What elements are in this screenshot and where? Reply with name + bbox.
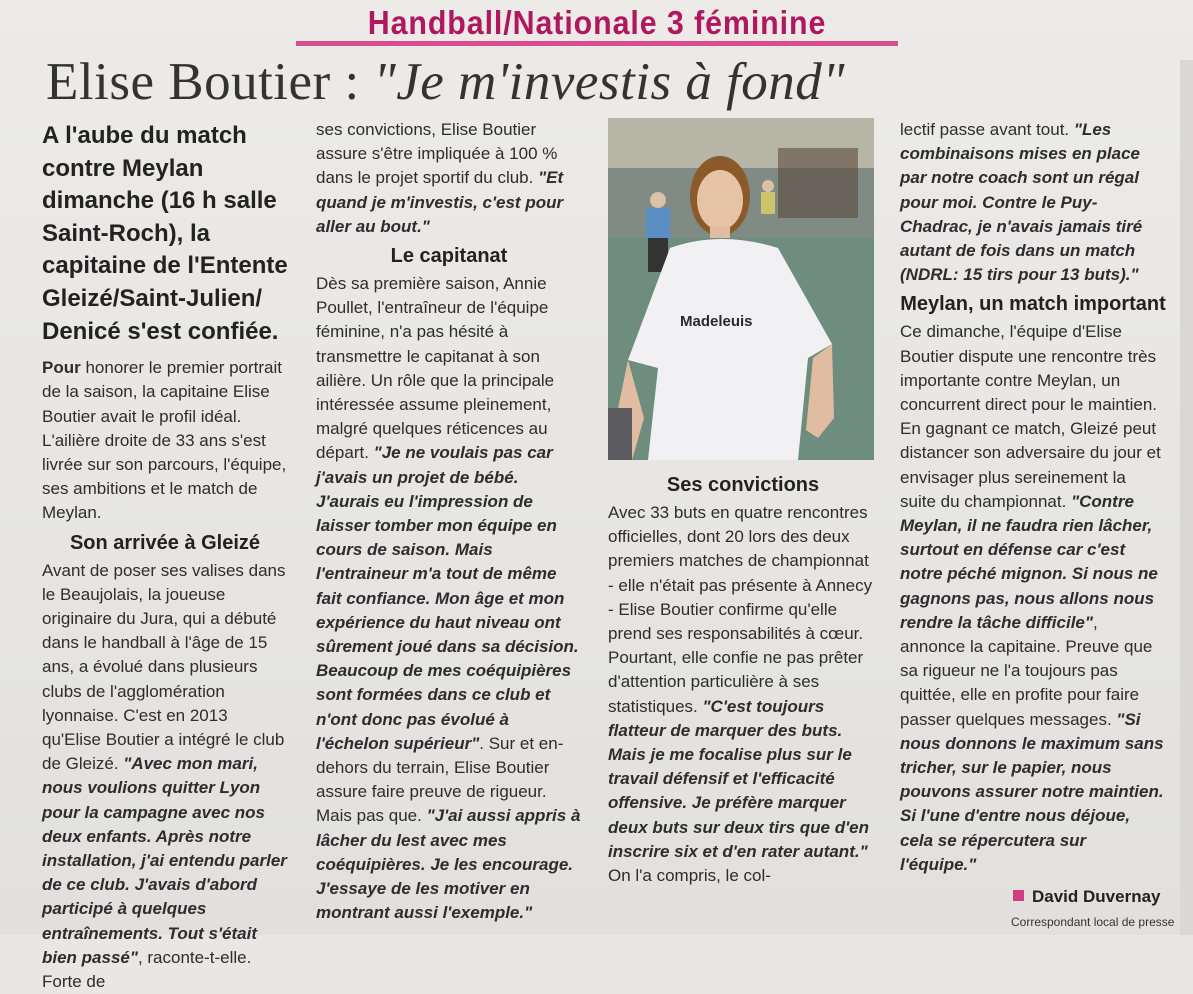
subheading-arrival: Son arrivée à Gleizé [69,531,261,554]
subheading-captaincy: Le capitanat [390,245,508,268]
arrival-text-end: , raconte-t-elle. Forte de [42,947,252,992]
column-1 [42,118,288,994]
byline-name: David Duvernay [1032,887,1161,906]
byline [1013,887,1161,907]
section-kicker: Handball/Nationale 3 féminine [367,4,827,41]
captaincy-text: Dès sa première saison, Annie Poullet, l'entraîneur de l'équipe féminine, n'a pas hésité à transmettre le capitanat à son ailière. Un rôle que la principale intéressée assume pleinement, malgré quelques réticences au départ. [316,274,555,463]
jersey-sponsor: Madeleuis [680,313,753,330]
convictions-intro-text: ses convictions, Elise Boutier assure s'être impliquée à 100 % dans le projet sportif du club. [316,120,558,188]
captaincy-quote-2: "J'ai aussi appris à lâcher du lest avec mes coéquipières. Je les encourage. J'essaye de les motiver en montrant aussi l'exemple." [316,806,581,923]
collective-text: lectif passe avant tout. [900,120,1074,139]
convictions-text: Avec 33 buts en quatre rencontres officielles, dont 20 lors des deux premiers matches de championnat - elle n'était pas présente à Annecy - Elise Boutier confirme qu'elle prend ses responsabilités à cœur. Pourtant, elle confie ne pas prêter d'attention particulière à ses statistiques. [608,503,873,716]
captaincy-quote: "Je ne voulais pas car j'avais un projet de bébé. J'aurais eu l'impression de laisser tomber mon équipe en cours de saison. Mais l'entraineur m'a tout de même fait confiance. Mon âge et mon expérience du haut niveau ont sûrement joué dans sa décision. Beaucoup de mes coéquipières sont formées dans ce club et n'ont donc pas évolué à l'échelon supérieur" [316,443,579,753]
convictions-intro-quote: "Et quand je m'investis, c'est pour aller au bout." [316,168,564,236]
collective-quote: "Les combinaisons mises en place par notre coach sont un régal pour moi. Contre le Puy-Chadrac, je n'avais jamais tiré autant de fois dans un match (NDRL: 15 tirs pour 13 buts)." [900,120,1143,285]
meylan-text: Ce dimanche, l'équipe d'Elise Boutier dispute une rencontre très importante contre Meylan, un concurrent direct pour le maintien. En gagnant ce match, Gleizé peut distancer son adversaire du jour et envisager plus sereinement la suite du championnat. [900,322,1161,511]
meylan-text-2: , annonce la capitaine. Preuve que sa rigueur ne l'a toujours pas quittée, elle en profite pour faire passer quelques messages. [900,612,1153,729]
headline-name: Elise Boutier : [46,53,374,111]
meylan-quote-2: "Si nous donnons le maximum sans tricher, sur le papier, nous pouvons assurer notre maintien. Si l'une d'entre nous déjoue, cela se répercutera sur l'équipe." [900,709,1164,874]
arrival-quote: "Avec mon mari, nous voulions quitter Lyon pour la campagne avec nos deux enfants. Après notre installation, j'ai entendu parler de ce club. J'avais d'abord participé à quelques entraînements. Tout s'était bien passé" [42,754,287,967]
paragraph-arrival [42,559,288,994]
captaincy-text-2: . Sur et en-dehors du terrain, Elise Boutier assure faire preuve de rigueur. Mais pas que. [316,733,564,826]
paragraph-captaincy [316,272,582,925]
paragraph-convictions [608,501,878,888]
paragraph-collective [900,118,1166,287]
kicker-underline [296,41,898,46]
intro-text: honorer le premier portrait de la saison, la capitaine Elise Boutier avait le profil idéal. L'ailière droite de 33 ans s'est livrée sur son parcours, l'équipe, ses ambitions et le match de Meylan. [42,358,287,523]
byline-role: Correspondant local de presse [1011,915,1175,929]
meylan-quote: "Contre Meylan, il ne faudra rien lâcher, surtout en défense car c'est notre péché mignon. Si nous ne gagnons pas, nous allons nous rendre la tâche difficile" [900,491,1158,632]
intro-paragraph [42,356,288,525]
convictions-text-end: On l'a compris, le col- [608,866,771,886]
intro-run-in: Pour [42,358,81,378]
article-lead: A l'aube du match contre Meylan dimanche (16 h salle Saint-Roch), la capitaine de l'Entente Gleizé/Saint-Julien/ Denicé s'est confiée. [42,122,288,345]
arrival-text: Avant de poser ses valises dans le Beaujolais, la joueuse originaire du Jura, qui a débuté dans le handball à l'âge de 15 ans, a évolué dans plusieurs clubs de l'agglomération lyonnaise. C'est en 2013 qu'Elise Boutier a intégré le club de Gleizé. [42,560,286,774]
page-edge [1180,60,1193,935]
convictions-quote: "C'est toujours flatteur de marquer des buts. Mais je me focalise plus sur le travail défensif et l'efficacité offensive. Je préfère marquer deux buts sur deux tirs que d'en inscrire six et d'en rater autant." [608,696,869,861]
player-photo [608,118,874,460]
column-4 [900,118,1166,877]
subheading-convictions: Ses convictions [666,474,820,496]
paragraph-meylan [900,320,1166,877]
paragraph-convictions-intro [316,118,582,239]
subheading-meylan: Meylan, un match important [900,293,1166,316]
column-3 [608,474,878,888]
column-2 [316,118,582,926]
article-headline [46,52,946,112]
headline-quote: "Je m'investis à fond" [373,53,846,111]
byline-marker [1013,890,1024,901]
player-photo-illustration [608,118,874,460]
